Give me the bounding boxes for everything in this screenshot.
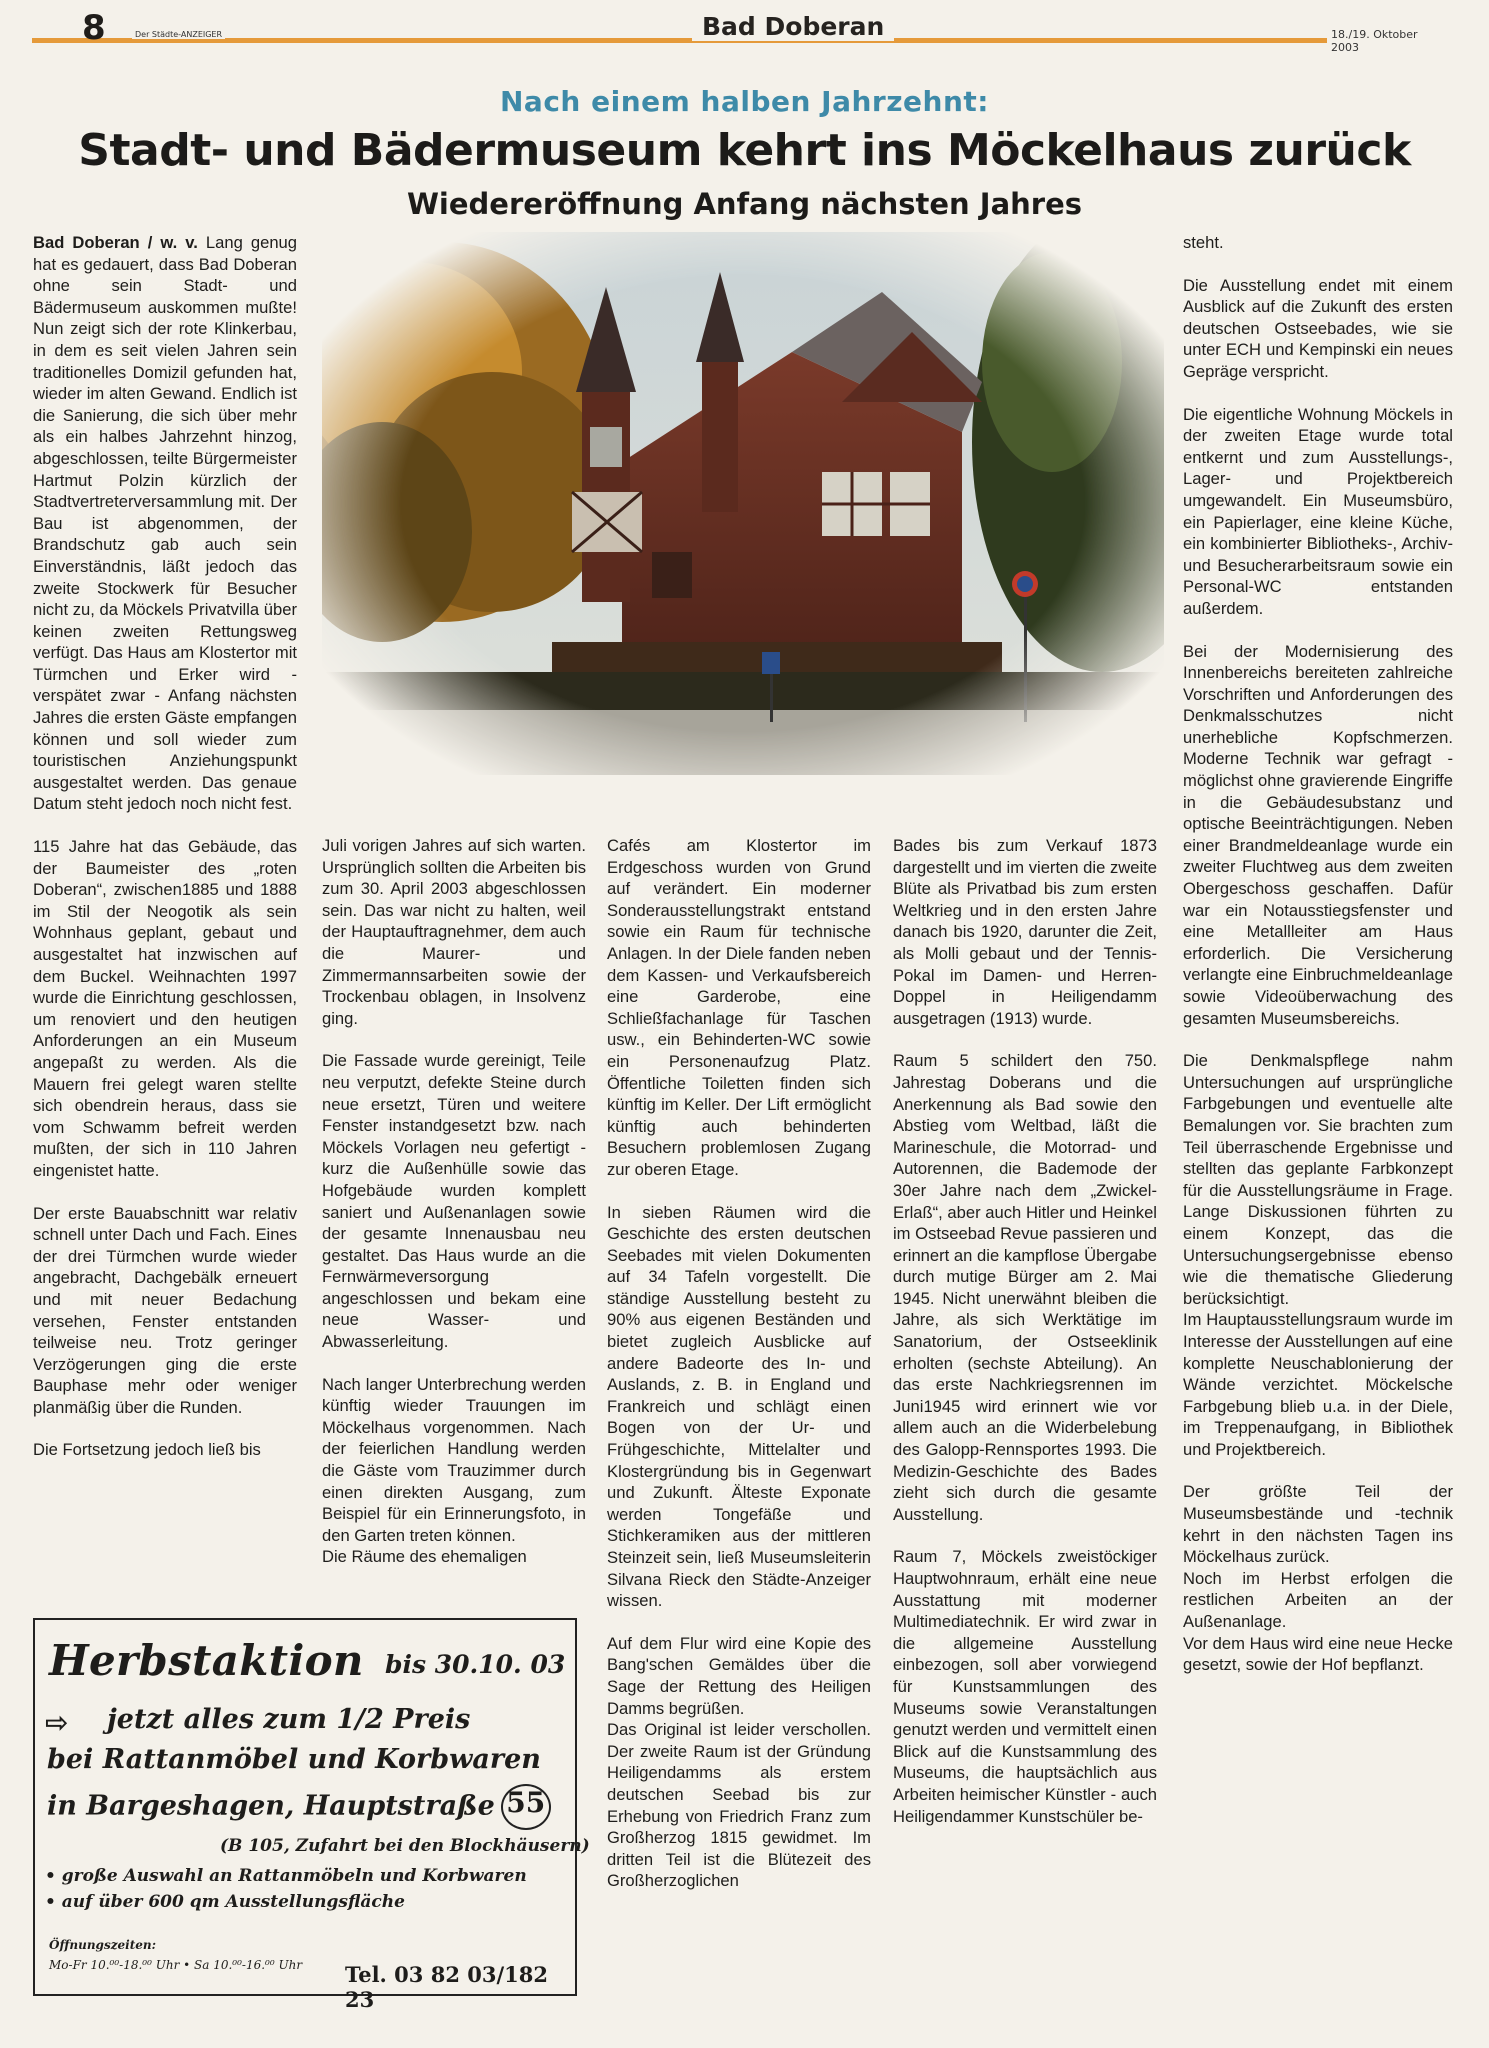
house-number-badge: 55 — [501, 1784, 551, 1830]
paragraph: Die Denkmalspflege nahm Untersuchungen auf ursprüngliche Farbgebungen und eventuelle alte Bemalungen vor. Sie brachten zum Teil überraschende Ergebnisse und stellten das geplante Farbkonzept für die Ausstellungsräume in Frage. Lange Diskussionen führten zu einem Konzept, das die Untersuchungsergebnisse ebenso wie die thematische Gliederung berücksichtigt. — [1183, 1051, 1453, 1308]
article-column-4 — [893, 835, 1157, 1827]
paragraph: Der erste Bauabschnitt war relativ schnell unter Dach und Fach. Eines der drei Türmchen wurde wieder angebracht, Dachgebälk erneuert und mit neuer Bedachung versehen, Fenster entstanden teilweise neu. Trotz geringer Verzögerungen ging die erste Bauphase mehr oder weniger planmäßig über die Runden. — [33, 1203, 297, 1417]
ad-bullet-2: • auf über 600 qm Ausstellungsfläche — [45, 1892, 405, 1912]
paragraph: Vor dem Haus wird eine neue Hecke gesetzt, sowie der Hof bepflanzt. — [1183, 1633, 1453, 1675]
ad-hours-label: Öffnungszeiten: — [49, 1938, 157, 1952]
ad-directions: (B 105, Zufahrt bei den Blockhäusern) — [220, 1836, 590, 1856]
museum-building-illustration — [322, 232, 1164, 775]
paragraph: 115 Jahre hat das Gebäude, das der Baumeister des „roten Doberan“, zwischen1885 und 1888 im Stil der Neogotik als sein Wohnhaus geplant, gebaut und ausgestaltet hat inzwischen auf dem Buckel. Weihnachten 1997 wurde die Einrichtung geschlossen, um renoviert und den heutigen Anforderungen an ein Museum angepaßt zu werden. Als die Mauern frei gelegt waren stellte sich obendrein heraus, dass sie vom Schwamm befreit werden mußten, der sich in 110 Jahren eingenistet hatte. — [33, 837, 297, 1180]
article-subheadline: Wiedereröffnung Anfang nächsten Jahres — [406, 187, 1083, 221]
article-column-5 — [1183, 232, 1453, 1676]
paragraph: Juli vorigen Jahres auf sich warten. Ursprünglich sollten die Arbeiten bis zum 30. April 2003 abgeschlossen sein. Das war nicht zu halten, weil der Hauptauftragnehmer, dem auch die Maurer- und Zimmermannsarbeiten sowie der Trockenbau oblagen, in Insolvenz ging. — [322, 836, 586, 1028]
article-column-2 — [322, 835, 586, 1568]
ad-bullet-1: • große Auswahl an Rattanmöbeln und Korbwaren — [45, 1866, 527, 1886]
issue-date: 18./19. Oktober 2003 — [1327, 28, 1452, 54]
arrow-right-icon: ⇨ — [45, 1706, 69, 1739]
paragraph: Der größte Teil der Museumsbestände und -technik kehrt in den nächsten Tagen ins Möckelhaus zurück. — [1183, 1482, 1453, 1567]
paragraph: steht. — [1183, 233, 1224, 252]
paragraph: Die Fassade wurde gereinigt, Teile neu verputzt, defekte Steine durch neue ersetzt, Türen und weitere Fenster instandgesetzt bzw. nach Möckels Vorlagen neu gefertigt - kurz die Außenhülle sowie das Hofgebäude wurden komplett saniert und Außenanlagen sowie der gesamte Innenausbau neu gestaltet. Das Haus wurde an die Fernwärmeversorgung angeschlossen und bekam eine neue Wasser- und Abwasserleitung. — [322, 1051, 586, 1352]
paragraph: Bades bis zum Verkauf 1873 dargestellt und im vierten die zweite Blüte als Privatbad bis zum ersten Weltkrieg und in den ersten Jahre danach bis 1920, darunter die Zeit, als Molli gebaut und der Tennis-Pokal im Damen- und Herren-Doppel in Heiligendamm ausgetragen (1913) wurde. — [893, 836, 1157, 1028]
paragraph: Cafés am Klostertor im Erdgeschoss wurden von Grund auf verändert. Ein moderner Sonderausstellungstrakt entstand sowie ein Raum für technische Anlagen. In der Diele fanden neben dem Kassen- und Verkaufsbereich eine Garderobe, eine Schließfachanlage für Taschen usw., ein Behinderten-WC sowie ein Personenaufzug Platz. Öffentliche Toiletten finden sich künftig im Keller. Der Lift ermöglicht künftig auch behinderten Besuchern problemlosen Zugang zur oberen Etage. — [607, 836, 871, 1179]
museum-photo — [322, 232, 1164, 775]
paragraph: Raum 5 schildert den 750. Jahrestag Doberans und die Anerkennung als Bad sowie den Abstieg vom Weltbad, läßt die Marineschule, die Motorrad- und Autorennen, die Bademode der 30er Jahre nach dem „Zwickel-Erlaß“, aber auch Hitler und Heinkel im Ostseebad Revue passieren und erinnert an die kampflose Übergabe durch mutige Bürger am 2. Mai 1945. Nicht unerwähnt bleiben die Jahre, als sich Werktätige im Sanatorium, der Ostseeklinik erholten (sechste Abteilung). An das erste Nachkriegsrennen im Juni1945 wird erinnert wie vor allem auch an die Widerbelebung des Galopp-Rennsportes 1993. Die Medizin-Geschichte des Bades zieht sich durch die gesamte Ausstellung. — [893, 1051, 1157, 1524]
ad-line-2: bei Rattanmöbel und Korbwaren — [47, 1744, 541, 1775]
ad-address: in Bargeshagen, Hauptstraße — [47, 1790, 495, 1822]
paragraph: Im Hauptausstellungsraum wurde im Interesse der Ausstellungen auf eine komplette Neuschablonierung der Wände verzichtet. Möckelsche Farbgebung blieb u.a. in der Diele, im Treppenaufgang, in Bibliothek und Projektbereich. — [1183, 1310, 1453, 1459]
article-headline: Stadt- und Bädermuseum kehrt ins Möckelhaus zurück — [78, 125, 1411, 176]
article-kicker: Nach einem halben Jahrzehnt: — [500, 85, 989, 118]
paragraph: Das Original ist leider verschollen. Der zweite Raum ist der Gründung Heiligendamms als erstem deutschen Seebad bis zur Erhebung von Friedrich Franz zum Großherzog 1815 gewidmet. Im dritten Teil ist die Blütezeit des Großherzoglichen — [607, 1720, 871, 1891]
ad-until-date: bis 30.10. 03 — [385, 1650, 566, 1679]
page-header — [32, 8, 1452, 54]
ad-hours: Mo-Fr 10.⁰⁰-18.⁰⁰ Uhr • Sa 10.⁰⁰-16.⁰⁰ Uhr — [49, 1958, 303, 1972]
paragraph: Die Fortsetzung jedoch ließ bis — [33, 1440, 261, 1460]
page-number: 8 — [82, 8, 106, 48]
paragraph: Nach langer Unterbrechung werden künftig wieder Trauungen im Möckelhaus vorgenommen. Nach der feierlichen Handlung werden die Gäste vom Trauzimmer durch einen direkten Ausgang, zum Beispiel für ein Erinnerungsfoto, in den Garten treten können. — [322, 1374, 586, 1545]
paragraph: Die Ausstellung endet mit einem Ausblick auf die Zukunft des ersten deutschen Ostseebades, wie sie unter ECH und Kempinski ein neues Gepräge verspricht. — [1183, 275, 1453, 381]
paragraph: In sieben Räumen wird die Geschichte des ersten deutschen Seebades mit vielen Dokumenten auf 34 Tafeln vorgestellt. Die ständige Ausstellung besteht zu 90% aus eigenen Beständen und bietet zugleich Ausblicke auf andere Badeorte des In- und Auslands, z. B. in England und Frankreich und schlägt einen Bogen von der Ur- und Frühgeschichte, Mittelalter und Klostergründung bis in Gegenwart und Zukunft. Älteste Exponate werden Tongefäße und Stichkeramiken aus der mittleren Steinzeit sein, ließ Museumsleiterin Silvana Rieck den Städte-Anzeiger wissen. — [607, 1202, 871, 1611]
paragraph: Die eigentliche Wohnung Möckels in der zweiten Etage wurde total entkernt und zum Ausstellungs-, Lager- und Projektbereich umgewandelt. Ein Museumsbüro, ein Papierlager, eine kleine Küche, ein kombinierter Bibliotheks-, Archiv- und Besucherarbeitsraum sowie ein Personal-WC entstanden außerdem. — [1183, 404, 1453, 618]
ad-line-1: jetzt alles zum 1/2 Preis — [107, 1704, 471, 1735]
paragraph: Raum 7, Möckels zweistöckiger Hauptwohnraum, erhält eine neue Ausstattung mit moderner Multimediatechnik. Er wird zwar in die allgemeine Ausstellung einbezogen, soll aber vorwiegend für Kunstsammlungen des Museums sowie Veranstaltungen genutzt werden und vermittelt einen Blick auf die Kunstsammlung des Museums, die hauptsächlich aus Arbeiten heimischer Künstler - auch Heiligendammer Kunstschüler be- — [893, 1547, 1157, 1826]
paragraph — [33, 232, 297, 815]
section-city: Bad Doberan — [692, 12, 894, 41]
dateline: Bad Doberan / w. v. — [33, 233, 198, 252]
ad-title: Herbstaktion — [49, 1636, 364, 1685]
article-column-3 — [607, 835, 871, 1892]
advertisement-box — [33, 1618, 590, 2012]
ad-line-3 — [47, 1784, 551, 1830]
paragraph: Auf dem Flur wird eine Kopie des Bang'schen Gemäldes über die Sage der Rettung des Heiligen Damms begrüßen. — [607, 1633, 871, 1718]
paragraph: Die Räume des ehemaligen — [322, 1547, 527, 1567]
paragraph: Noch im Herbst erfolgen die restlichen Arbeiten an der Außenanlage. — [1183, 1568, 1453, 1632]
paper-name: Der Städte-ANZEIGER — [132, 30, 225, 39]
paragraph-text: Lang genug hat es gedauert, dass Bad Doberan ohne sein Stadt- und Bädermuseum auskommen mußte! Nun zeigt sich der rote Klinkerbau, in dem es seit vielen Jahren sein traditionelles Domizil gefunden hat, wieder im alten Gewand. Endlich ist die Sanierung, die sich über mehr als ein halbes Jahrzehnt hinzog, abgeschlossen, teilte Bürgermeister Hartmut Polzin kürzlich der Stadtvertreterversammlung mit. Der Bau ist abgenommen, der Brandschutz gab auch sein Einverständnis, läßt jedoch das zweite Stockwerk für Besucher nicht zu, da Möckels Privatvilla über keinen zweiten Rettungsweg verfügt. Das Haus am Klostertor mit Türmchen und Erker wird - verspätet zwar - Anfang nächsten Jahres die ersten Gäste empfangen können und soll wieder zum touristischen Anziehungspunkt ausgestaltet werden. Das genaue Datum steht jedoch noch nicht fest. — [33, 233, 298, 814]
article-column-1 — [33, 232, 297, 1461]
paragraph: Bei der Modernisierung des Innenbereichs bereiteten zahlreiche Vorschriften und Anforderungen des Denkmalsschutzes nicht unerhebliche Kopfschmerzen. Moderne Technik war gefragt - möglichst ohne gravierende Eingriffe in die Gebäudesubstanz und optische Beeinträchtigungen. Neben einer Brandmeldeanlage wurde ein zweiter Fluchtweg aus dem zweiten Obergeschoss geschaffen. Dafür war ein Notausstiegsfenster und eine Metallleiter am Haus erforderlich. Die Versicherung verlangte eine Einbruchmeldeanlage sowie Videoüberwachung des gesamten Museumsbereichs. — [1183, 641, 1453, 1028]
ad-phone: Tel. 03 82 03/182 23 — [345, 1962, 548, 2012]
